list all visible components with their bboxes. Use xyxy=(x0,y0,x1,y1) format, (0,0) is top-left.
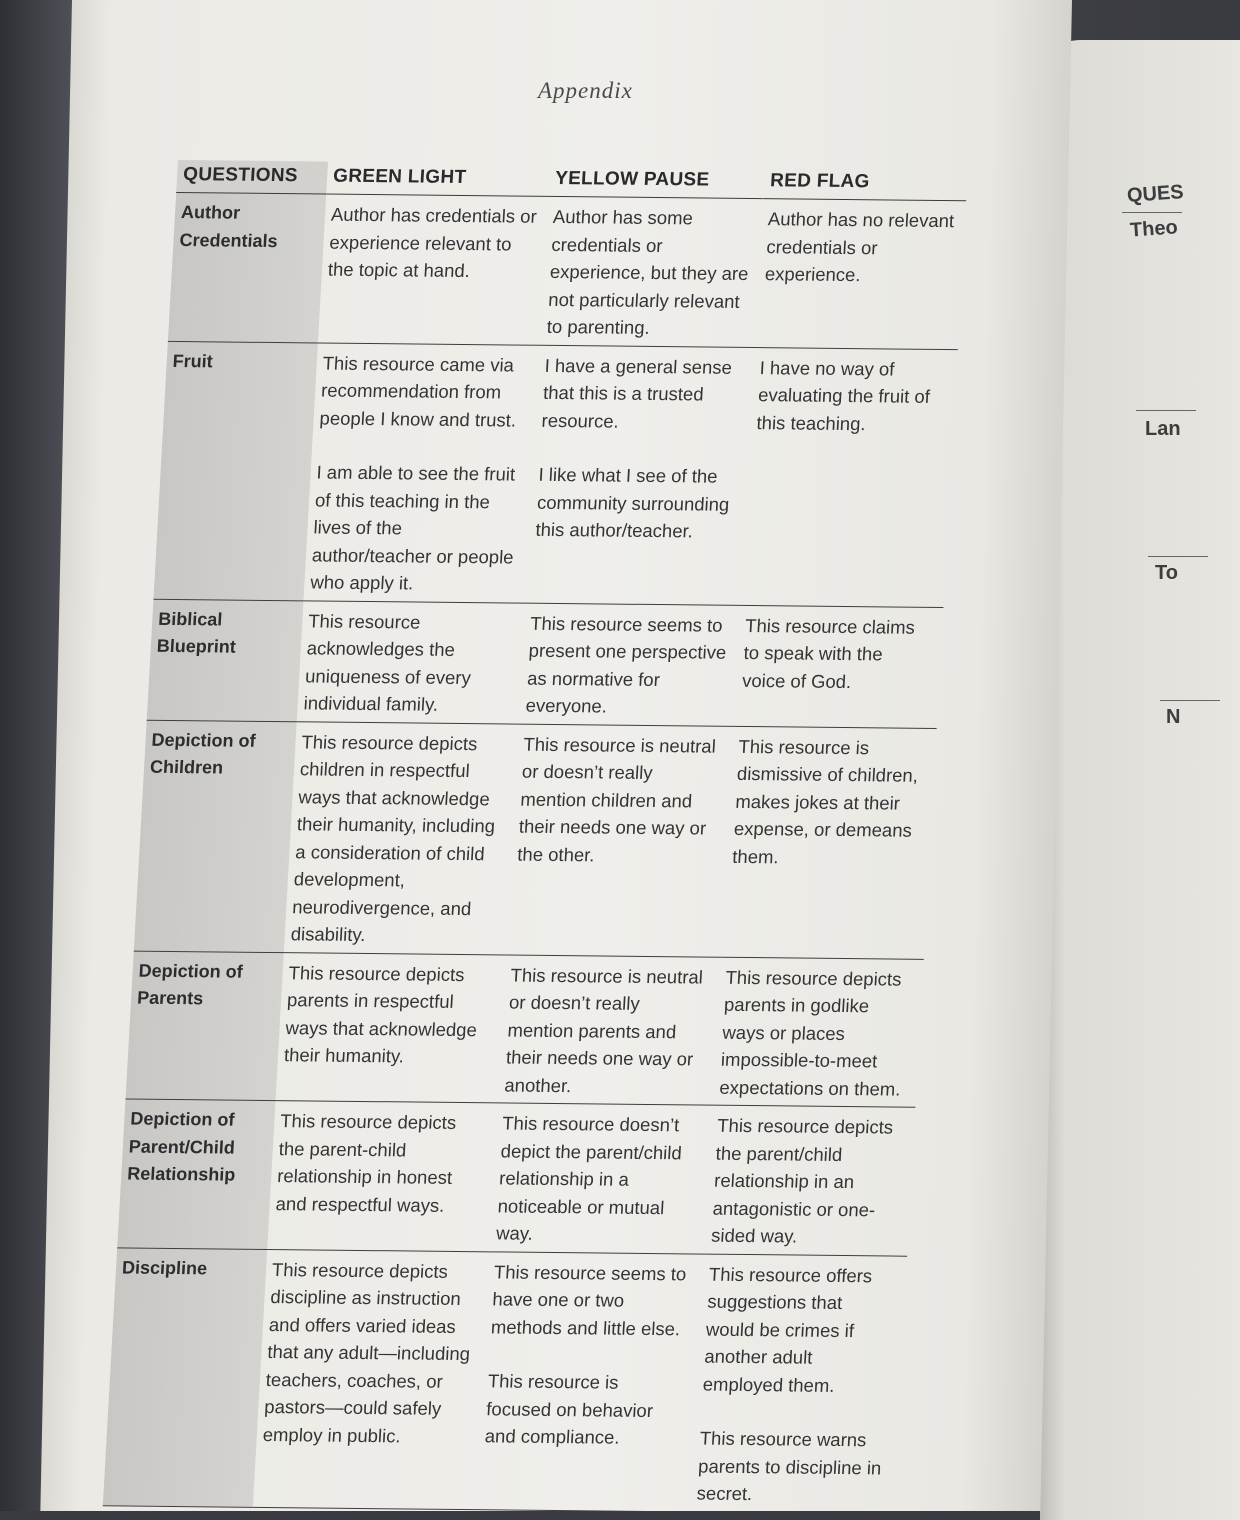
green-cell xyxy=(267,1101,497,1252)
red-cell xyxy=(712,957,923,1108)
green-paragraph: I am able to see the fruit of this teaching in the lives of the author/teacher or people who apply it. xyxy=(309,461,516,594)
facing-page-fragment: Lan xyxy=(1145,418,1181,440)
green-cell xyxy=(303,342,539,602)
resource-evaluation-table xyxy=(103,160,968,1514)
green-cell xyxy=(275,952,505,1103)
table-row xyxy=(103,1247,907,1513)
green-paragraph: This resource depicts parents in respectful ways that acknowledge their humanity. xyxy=(283,961,478,1067)
green-paragraph: This resource came via recommendation from people I know and trust. xyxy=(319,352,517,431)
red-paragraph: Author has no relevant credentials or experience. xyxy=(764,208,955,286)
red-paragraph: This resource depicts the parent/child relationship in an antagonistic or one-sided way. xyxy=(710,1114,894,1247)
red-paragraph: This resource offers suggestions that would be crimes if another adult employed them. xyxy=(702,1263,873,1396)
paragraph-gap xyxy=(701,1398,889,1427)
yellow-paragraph: This resource seems to present one perspective as normative for everyone. xyxy=(525,612,727,717)
question-cell: Author Credentials xyxy=(168,192,326,342)
question-cell: Depiction of Children xyxy=(134,720,297,952)
red-paragraph: I have no way of evaluating the fruit of this teaching. xyxy=(756,356,931,434)
table-row xyxy=(126,951,924,1108)
question-cell: Fruit xyxy=(153,341,317,600)
green-cell xyxy=(297,600,526,723)
yellow-paragraph: This resource is neutral or doesn’t really mention parents and their needs one way or another. xyxy=(503,964,704,1096)
facing-page-fragment: Theo xyxy=(1129,216,1179,242)
yellow-cell xyxy=(475,1251,704,1511)
yellow-paragraph: This resource is focused on behavior and compliance. xyxy=(484,1370,654,1448)
table-row xyxy=(168,192,966,349)
facing-page-fragment: To xyxy=(1155,562,1178,584)
facing-page-rule xyxy=(1136,410,1196,411)
yellow-cell xyxy=(540,196,763,347)
running-head: Appendix xyxy=(538,78,633,103)
table-row xyxy=(117,1099,915,1256)
evaluation-table xyxy=(103,160,968,1514)
facing-page-rule xyxy=(1148,556,1208,557)
paragraph-gap xyxy=(489,1340,689,1369)
header-yellow-pause: YELLOW PAUSE xyxy=(548,164,765,199)
paragraph-gap xyxy=(317,431,524,460)
facing-page-fragment: N xyxy=(1166,706,1181,728)
red-paragraph: This resource depicts parents in godlike ways or places impossible-to-meet expectations on them. xyxy=(718,966,903,1100)
green-paragraph: This resource depicts children in respectful ways that acknowledge their humanity, including a consideration of child development, neurodivergence, and disability. xyxy=(290,730,496,946)
green-cell xyxy=(253,1249,489,1509)
red-cell xyxy=(704,1105,915,1256)
header-green-light: GREEN LIGHT xyxy=(326,162,550,197)
yellow-cell xyxy=(519,603,741,726)
question-cell: Depiction of Parent/Child Relationship xyxy=(117,1099,275,1249)
green-paragraph: This resource depicts discipline as instruction and offers varied ideas that any adult—including teachers, coaches, or pastors—could safely employ in public. xyxy=(262,1258,471,1446)
green-paragraph: This resource depicts the parent-child relationship in honest and respectful ways. xyxy=(275,1110,457,1216)
yellow-paragraph: This resource doesn’t depict the parent/child relationship in a noticeable or mutual way. xyxy=(495,1112,683,1244)
yellow-cell xyxy=(525,345,754,605)
yellow-paragraph: I have a general sense that this is a trusted resource. xyxy=(541,354,733,432)
facing-page xyxy=(1040,40,1240,1520)
yellow-paragraph: I like what I see of the community surrounding this author/teacher. xyxy=(534,463,730,542)
red-paragraph: This resource claims to speak with the voice of God. xyxy=(741,614,916,692)
question-cell: Depiction of Parents xyxy=(126,951,284,1101)
yellow-paragraph: This resource seems to have one or two methods and little else. xyxy=(490,1260,687,1339)
question-cell: Biblical Blueprint xyxy=(147,599,304,722)
question-cell: Discipline xyxy=(103,1247,267,1506)
header-red-flag: RED FLAG xyxy=(763,166,968,201)
yellow-paragraph: Author has some credentials or experience, but they are not particularly relevant to parenting. xyxy=(546,205,750,338)
red-cell xyxy=(734,605,944,728)
green-paragraph: Author has credentials or experience relevant to the topic at hand. xyxy=(327,203,538,282)
green-cell xyxy=(318,194,548,345)
red-cell xyxy=(690,1254,907,1514)
red-cell xyxy=(721,726,937,959)
yellow-cell xyxy=(497,954,720,1105)
facing-page-rule xyxy=(1122,212,1182,213)
table-row xyxy=(147,599,944,728)
table-body xyxy=(103,192,966,1513)
green-paragraph: This resource acknowledges the uniqueness of every individual family. xyxy=(303,609,472,715)
yellow-paragraph: This resource is neutral or doesn’t really mention children and their needs one way or the other. xyxy=(516,733,717,865)
red-cell xyxy=(740,347,957,607)
table-row xyxy=(153,341,957,607)
yellow-cell xyxy=(489,1103,712,1254)
red-paragraph: This resource warns parents to discipline in secret. xyxy=(696,1427,882,1505)
yellow-cell xyxy=(506,724,734,957)
facing-page-rule xyxy=(1160,700,1220,701)
table-row xyxy=(134,720,937,959)
facing-page-fragment: QUES xyxy=(1126,181,1185,207)
red-cell xyxy=(755,199,966,350)
header-questions: QUESTIONS xyxy=(176,160,328,194)
red-paragraph: This resource is dismissive of children, makes jokes at their expense, or demeans them. xyxy=(731,735,919,867)
green-cell xyxy=(284,721,519,954)
paragraph-gap xyxy=(539,434,739,463)
